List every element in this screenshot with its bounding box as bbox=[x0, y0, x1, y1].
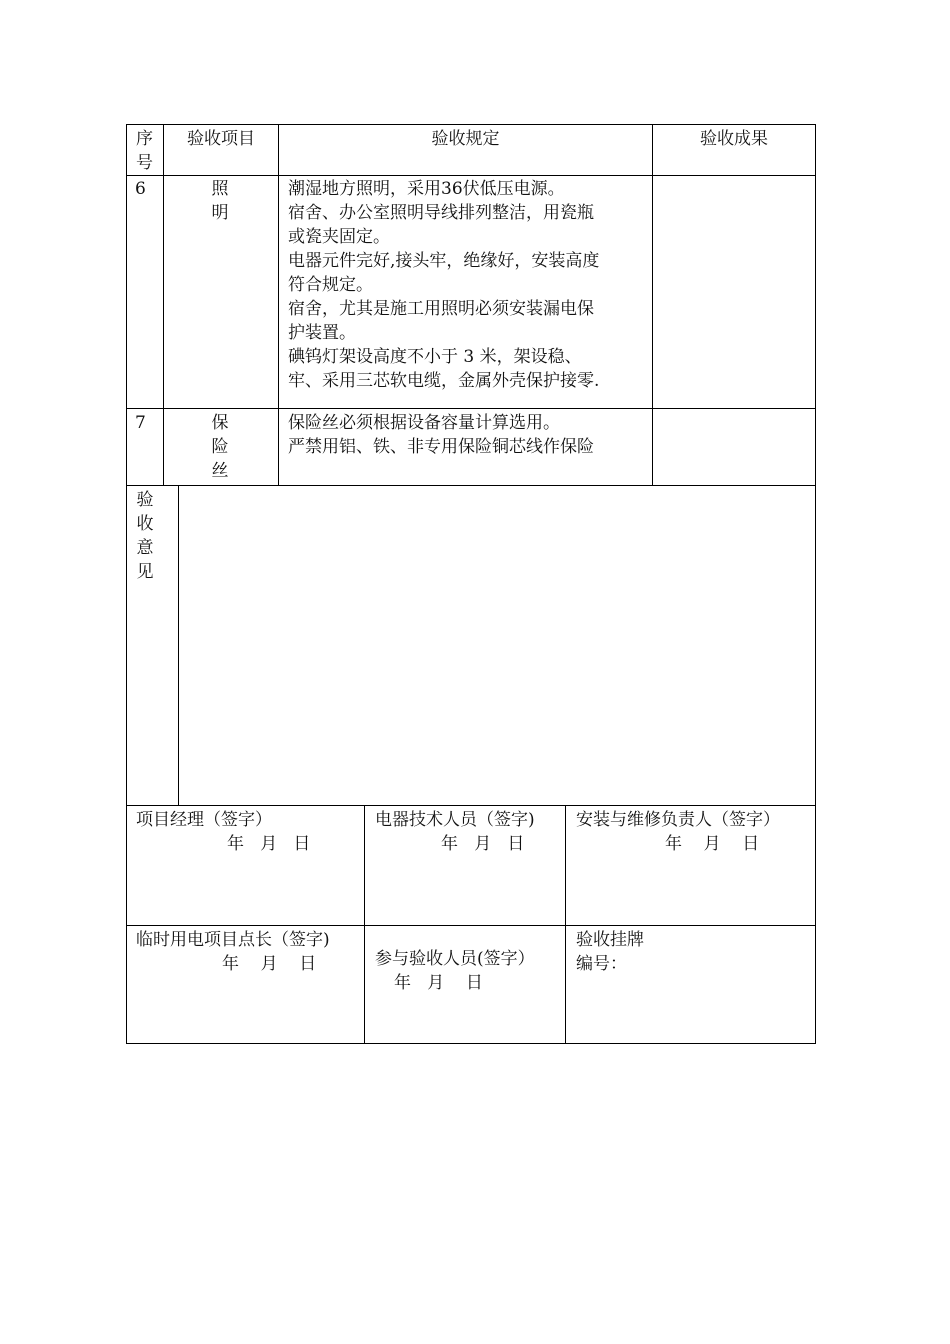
header-result: 验收成果 bbox=[700, 129, 768, 149]
row7-item-char: 丝 bbox=[211, 461, 229, 481]
sign-title: 参与验收人员(签字） bbox=[375, 949, 535, 969]
opinion-label-char: 见 bbox=[136, 562, 154, 582]
rule-right bbox=[815, 124, 816, 1044]
opinion-content[interactable] bbox=[186, 490, 806, 800]
row7-result[interactable] bbox=[660, 411, 810, 481]
opinion-label bbox=[134, 488, 156, 584]
rule-line: 牢、采用三芯软电缆，金属外壳保护接零. bbox=[288, 371, 600, 391]
header-seq bbox=[136, 127, 156, 175]
sign-date: 年 月 日 bbox=[227, 834, 311, 854]
rule-row7-bottom bbox=[126, 485, 816, 486]
rule-sign-1 bbox=[364, 805, 365, 1043]
sign-title: 电器技术人员（签字) bbox=[375, 810, 535, 830]
rule-seq bbox=[163, 124, 164, 485]
rule-bottom bbox=[126, 1043, 816, 1044]
opinion-label-char: 验 bbox=[136, 490, 154, 510]
rule-line: 符合规定。 bbox=[288, 275, 373, 295]
sign-date: 年 月 日 bbox=[665, 834, 760, 854]
sign-title: 项目经理（签字） bbox=[136, 810, 272, 830]
row7-seq: 7 bbox=[135, 413, 146, 433]
row6-seq: 6 bbox=[135, 179, 146, 199]
rule-line: 宿舍，尤其是施工用照明必须安装漏电保 bbox=[288, 299, 594, 319]
row6-result[interactable] bbox=[660, 177, 810, 405]
rule-sign-middle bbox=[126, 925, 816, 926]
sign-project-manager[interactable] bbox=[136, 808, 362, 856]
row6-item-char: 明 bbox=[211, 203, 229, 223]
sign-install-lead[interactable] bbox=[576, 808, 814, 856]
rule-line: 保险丝必须根据设备容量计算选用。 bbox=[288, 413, 560, 433]
sign-title: 临时用电项目点长（签字) bbox=[136, 930, 330, 950]
row7-item-char: 险 bbox=[211, 437, 229, 457]
rule-opinion-label bbox=[178, 485, 179, 805]
row6-rules bbox=[288, 177, 650, 393]
header-seq-text: 序号 bbox=[136, 129, 153, 173]
sign-date: 年 月 日 bbox=[222, 954, 317, 974]
header-rule: 验收规定 bbox=[431, 129, 500, 149]
rule-line: 护装置。 bbox=[288, 323, 356, 343]
sign-acceptance-tag[interactable] bbox=[576, 928, 814, 976]
rule-line: 潮湿地方照明，采用36伏低压电源。 bbox=[288, 179, 565, 199]
rule-left bbox=[126, 124, 127, 1044]
row6-item bbox=[209, 177, 231, 225]
rule-item bbox=[278, 124, 279, 485]
header-item: 验收项目 bbox=[187, 129, 255, 149]
rule-line: 碘钨灯架设高度不小于 3 米，架设稳、 bbox=[288, 347, 582, 367]
sign-date: 年 月 日 bbox=[394, 973, 483, 993]
row7-item bbox=[209, 411, 231, 483]
sign-date: 年 月 日 bbox=[441, 834, 525, 854]
rule-sign-2 bbox=[565, 805, 566, 1043]
row7-item-char: 保 bbox=[211, 413, 229, 433]
tag-number: 编号： bbox=[576, 954, 627, 974]
rule-line: 电器元件完好,接头牢，绝缘好，安装高度 bbox=[288, 251, 600, 271]
opinion-label-char: 收 bbox=[136, 514, 154, 534]
row6-item-char: 照 bbox=[211, 179, 229, 199]
rule-opinion-bottom bbox=[126, 805, 816, 806]
rule-line: 或瓷夹固定。 bbox=[288, 227, 390, 247]
rule-row6-bottom bbox=[126, 408, 816, 409]
sign-site-manager[interactable] bbox=[136, 928, 362, 976]
sign-inspectors[interactable] bbox=[375, 947, 563, 995]
opinion-label-char: 意 bbox=[136, 538, 154, 558]
tag-title: 验收挂牌 bbox=[576, 930, 644, 950]
rule-top bbox=[126, 124, 816, 125]
row7-rules bbox=[288, 411, 650, 459]
sign-title: 安装与维修负责人（签字） bbox=[576, 810, 780, 830]
rule-rule bbox=[652, 124, 653, 485]
rule-header-bottom bbox=[126, 175, 816, 176]
rule-line: 宿舍、办公室照明导线排列整洁，用瓷瓶 bbox=[288, 203, 594, 223]
rule-line: 严禁用铝、铁、非专用保险铜芯线作保险 bbox=[288, 437, 594, 457]
sign-electrical-tech[interactable] bbox=[375, 808, 563, 856]
